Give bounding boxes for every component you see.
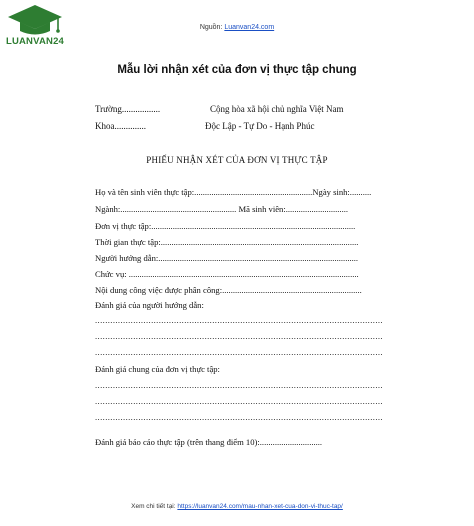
footer-label: Xem chi tiết tại: <box>131 503 176 510</box>
source-line <box>0 24 474 31</box>
source-label: Nguồn: <box>199 24 223 31</box>
dotted-line: ................................................................................................................. <box>95 331 383 341</box>
footer-link[interactable]: https://luanvan24.com/mau-nhan-xet-cua-don-vi-thuc-tap/ <box>177 503 343 510</box>
field-major: Ngành:...................................................... Mã sinh viên:............................. <box>95 204 349 214</box>
field-period: Thời gian thực tập:............................................................................................ <box>95 237 359 247</box>
faculty-field: Khoa.............. <box>95 121 146 131</box>
field-tasks: Nội dung công việc được phân công:................................................................. <box>95 285 362 295</box>
supervisor-evaluation-label: Đánh giá của người hướng dẫn: <box>95 300 204 310</box>
national-slogan: Độc Lập - Tự Do - Hạnh Phúc <box>205 121 315 131</box>
field-unit: Đơn vị thực tập:............................................................................................... <box>95 221 356 231</box>
unit-evaluation-label: Đánh giá chung của đơn vị thực tập: <box>95 364 220 374</box>
document-title: Mẫu lời nhận xét của đơn vị thực tập chung <box>117 64 357 76</box>
national-motto: Cộng hòa xã hội chủ nghĩa Việt Nam <box>210 104 344 114</box>
dotted-line: ................................................................................................................. <box>95 396 383 406</box>
dotted-line: ................................................................................................................. <box>95 380 383 390</box>
brand-name: LUANVAN24 <box>5 36 65 47</box>
dotted-line: ................................................................................................................. <box>95 347 383 357</box>
field-position: Chức vụ: ........................................................................................................... <box>95 269 359 279</box>
footer <box>0 503 474 510</box>
graduation-cap-icon <box>4 3 66 37</box>
source-link[interactable]: Luanvan24.com <box>224 24 275 31</box>
school-field: Trường................. <box>95 104 161 114</box>
field-student-name: Họ và tên sinh viên thực tập:.......................................................Ngày sinh:.......... <box>95 187 372 197</box>
dotted-line: ................................................................................................................. <box>95 315 383 325</box>
report-grade-line: Đánh giá báo cáo thực tập (trên thang điểm 10):............................. <box>95 437 323 447</box>
form-title: PHIẾU NHẬN XÉT CỦA ĐƠN VỊ THỰC TẬP <box>146 155 328 165</box>
field-supervisor: Người hướng dẫn:............................................................................................. <box>95 253 359 263</box>
dotted-line: ................................................................................................................. <box>95 412 383 422</box>
